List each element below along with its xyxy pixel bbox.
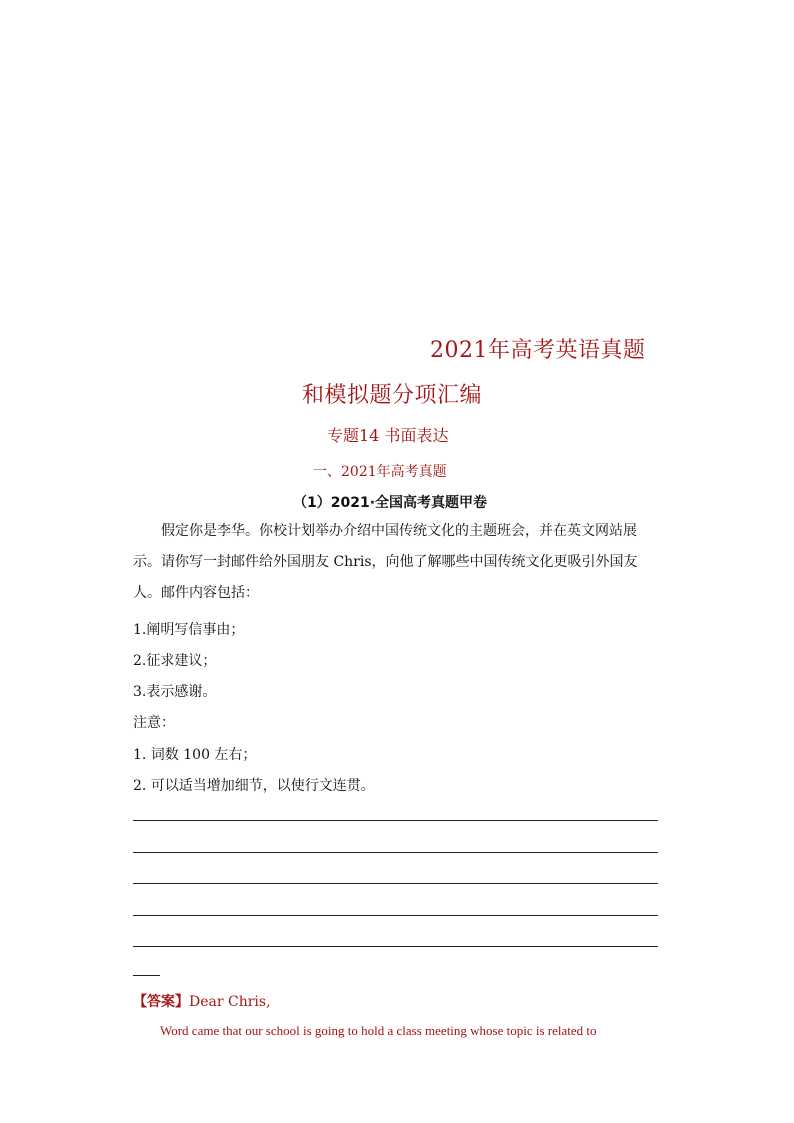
- writing-line-3: [133, 883, 658, 884]
- note-item-1: 1. 词数 100 左右；: [133, 747, 257, 763]
- prompt-paragraph: [133, 516, 663, 609]
- section-heading: 一、2021年高考真题: [313, 464, 447, 480]
- prompt-item-1: 1.阐明写信事由；: [133, 622, 245, 638]
- question-heading: （1）2021·全国高考真题甲卷: [293, 495, 488, 511]
- prompt-item-2: 2.征求建议；: [133, 653, 217, 669]
- title-line-2: 和模拟题分项汇编: [302, 383, 483, 408]
- prompt-paragraph-text: 假定你是李华。你校计划举办介绍中国传统文化的主题班会，并在英文网站展示。请你写一封邮件给外国朋友 Chris，向他了解哪些中国传统文化更吸引外国友人。邮件内容包括：: [133, 523, 638, 601]
- answer-tag: 【答案】: [133, 994, 189, 1010]
- title-line-1: 2021年高考英语真题: [430, 338, 646, 363]
- topic-subtitle: 专题14 书面表达: [327, 426, 449, 445]
- answer-greeting: Dear Chris,: [189, 994, 271, 1010]
- prompt-item-3: 3.表示感谢。: [133, 684, 217, 700]
- writing-line-1: [133, 820, 658, 821]
- note-item-2: 2. 可以适当增加细节，以使行文连贯。: [133, 778, 375, 794]
- writing-line-5: [133, 946, 658, 947]
- notes-label: 注意：: [133, 715, 175, 731]
- answer-line: [133, 991, 271, 1011]
- writing-line-end: [133, 975, 160, 976]
- answer-body-line: Word came that our school is going to hold a class meeting whose topic is related to: [160, 1023, 597, 1038]
- writing-line-4: [133, 915, 658, 916]
- writing-line-2: [133, 852, 658, 853]
